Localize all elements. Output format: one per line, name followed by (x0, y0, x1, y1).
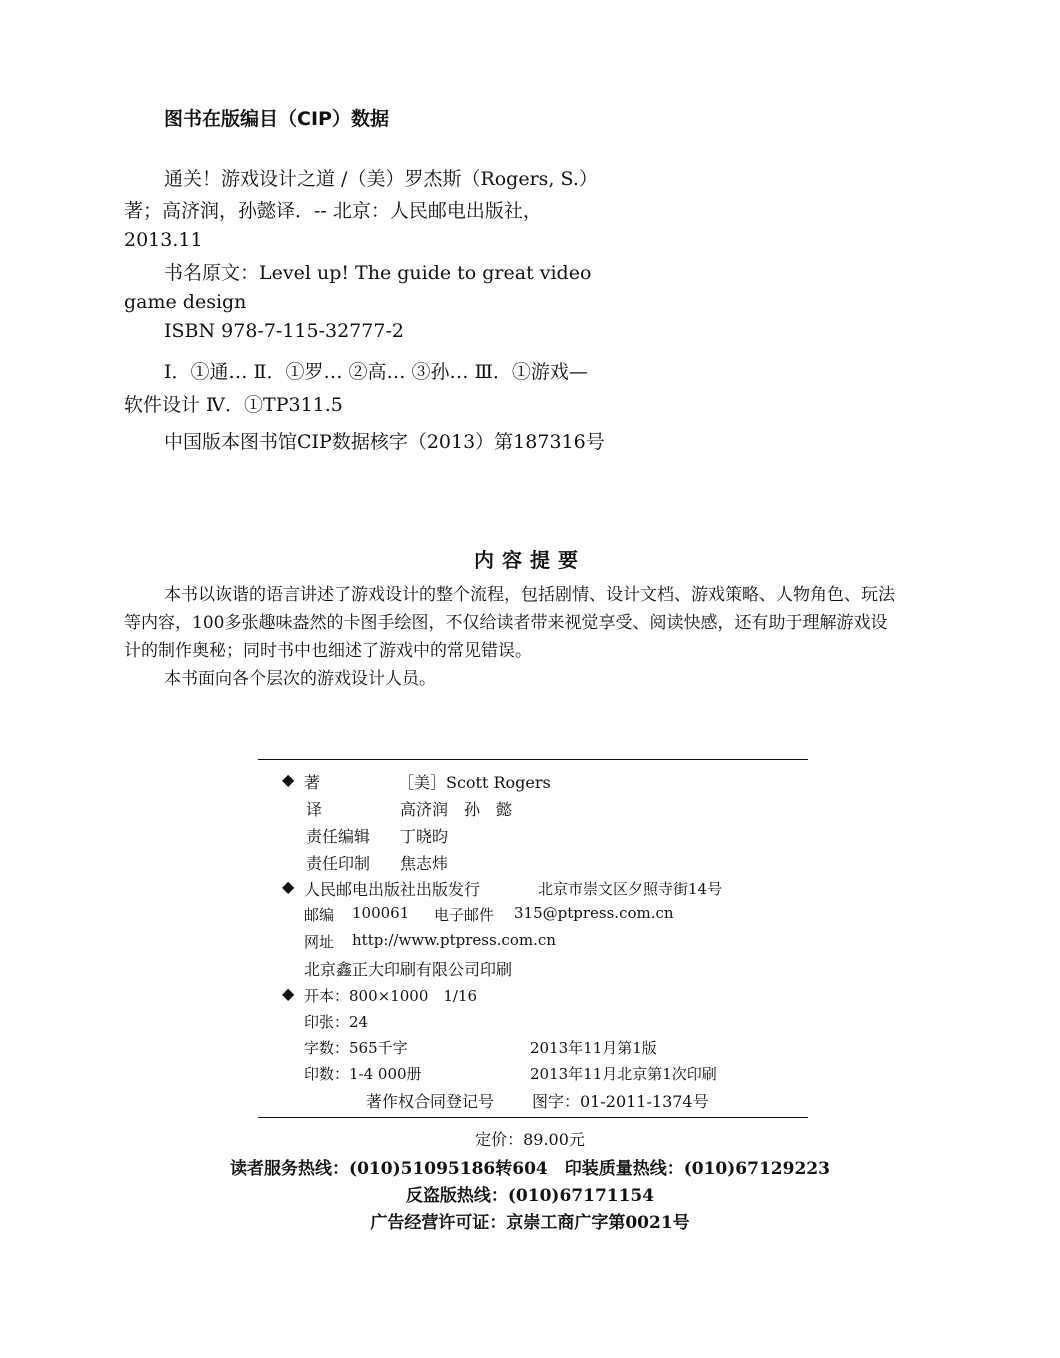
editor-value: 丁晓昀 (400, 827, 449, 846)
word-count: 字数：565千字 (304, 1039, 408, 1057)
summary-line-1: 本书以诙谐的语言讲述了游戏设计的整个流程，包括剧情、设计文档、游戏策略、人物角色、玩法 (164, 585, 895, 605)
copyright-value: 图字：01-2011-1374号 (532, 1092, 709, 1111)
publisher: 人民邮电出版社出版发行 (304, 880, 481, 899)
print-supervisor-value: 焦志炜 (400, 854, 449, 873)
summary-line-2: 等内容，100多张趣味盎然的卡图手绘图，不仅给读者带来视觉享受、阅读快感，还有助于理解游戏设 (124, 613, 888, 633)
website-value: http://www.ptpress.com.cn (352, 931, 556, 949)
antipiracy-hotline: 反盗版热线：(010)67171154 (405, 1186, 655, 1206)
author-value: ［美］Scott Rogers (398, 773, 551, 792)
format: 开本：800×1000 1/16 (304, 987, 478, 1005)
cip-line-8: 软件设计 Ⅳ．①TP311.5 (124, 394, 343, 416)
cip-line-isbn: ISBN 978-7-115-32777-2 (164, 320, 404, 342)
summary-line-4: 本书面向各个层次的游戏设计人员。 (164, 669, 436, 689)
cip-heading: 图书在版编目（CIP）数据 (164, 108, 389, 130)
edition: 2013年11月第1版 (530, 1039, 657, 1057)
copies: 印数：1-4 000册 (304, 1065, 422, 1083)
cip-line-1: 通关！游戏设计之道 /（美）罗杰斯（Rogers, S.） (164, 168, 598, 190)
author-label: 著 (304, 773, 321, 792)
bullet-diamond-icon: ◆ (282, 770, 295, 789)
translator-value: 高济润 孙 懿 (400, 800, 513, 819)
printer: 北京鑫正大印刷有限公司印刷 (304, 960, 513, 979)
bullet-diamond-icon: ◆ (282, 877, 295, 896)
summary-title: 内容提要 (474, 548, 586, 572)
info-top-rule (258, 759, 808, 760)
printing: 2013年11月北京第1次印刷 (530, 1065, 717, 1083)
cip-line-5: game design (124, 291, 247, 313)
publisher-address: 北京市崇文区夕照寺街14号 (538, 880, 723, 898)
website-label: 网址 (304, 933, 335, 951)
service-hotline: 读者服务热线：(010)51095186转604 印装质量热线：(010)67129223 (230, 1159, 830, 1179)
copyright-label: 著作权合同登记号 (366, 1092, 495, 1111)
summary-line-3: 计的制作奥秘；同时书中也细述了游戏中的常见错误。 (124, 641, 532, 661)
postcode-label: 邮编 (304, 906, 335, 924)
cip-line-2: 著；高济润，孙懿译．-- 北京：人民邮电出版社， (124, 200, 542, 222)
cip-line-4: 书名原文：Level up! The guide to great video (164, 262, 592, 284)
print-supervisor-label: 责任印制 (306, 854, 371, 873)
postcode-value: 100061 (352, 904, 410, 922)
translator-label: 译 (306, 800, 323, 819)
bullet-diamond-icon: ◆ (282, 984, 295, 1003)
email-value: 315@ptpress.com.cn (514, 904, 674, 922)
cip-line-number: 中国版本图书馆CIP数据核字（2013）第187316号 (164, 431, 605, 453)
email-label: 电子邮件 (434, 906, 495, 924)
price: 定价：89.00元 (475, 1130, 585, 1149)
info-bottom-rule (258, 1117, 808, 1118)
ad-license: 广告经营许可证：京崇工商广字第0021号 (370, 1213, 690, 1233)
cip-line-7: Ⅰ．①通… Ⅱ．①罗… ②高… ③孙… Ⅲ．①游戏— (164, 361, 588, 383)
cip-line-3: 2013.11 (124, 229, 203, 251)
editor-label: 责任编辑 (306, 827, 371, 846)
sheets: 印张：24 (304, 1013, 369, 1031)
